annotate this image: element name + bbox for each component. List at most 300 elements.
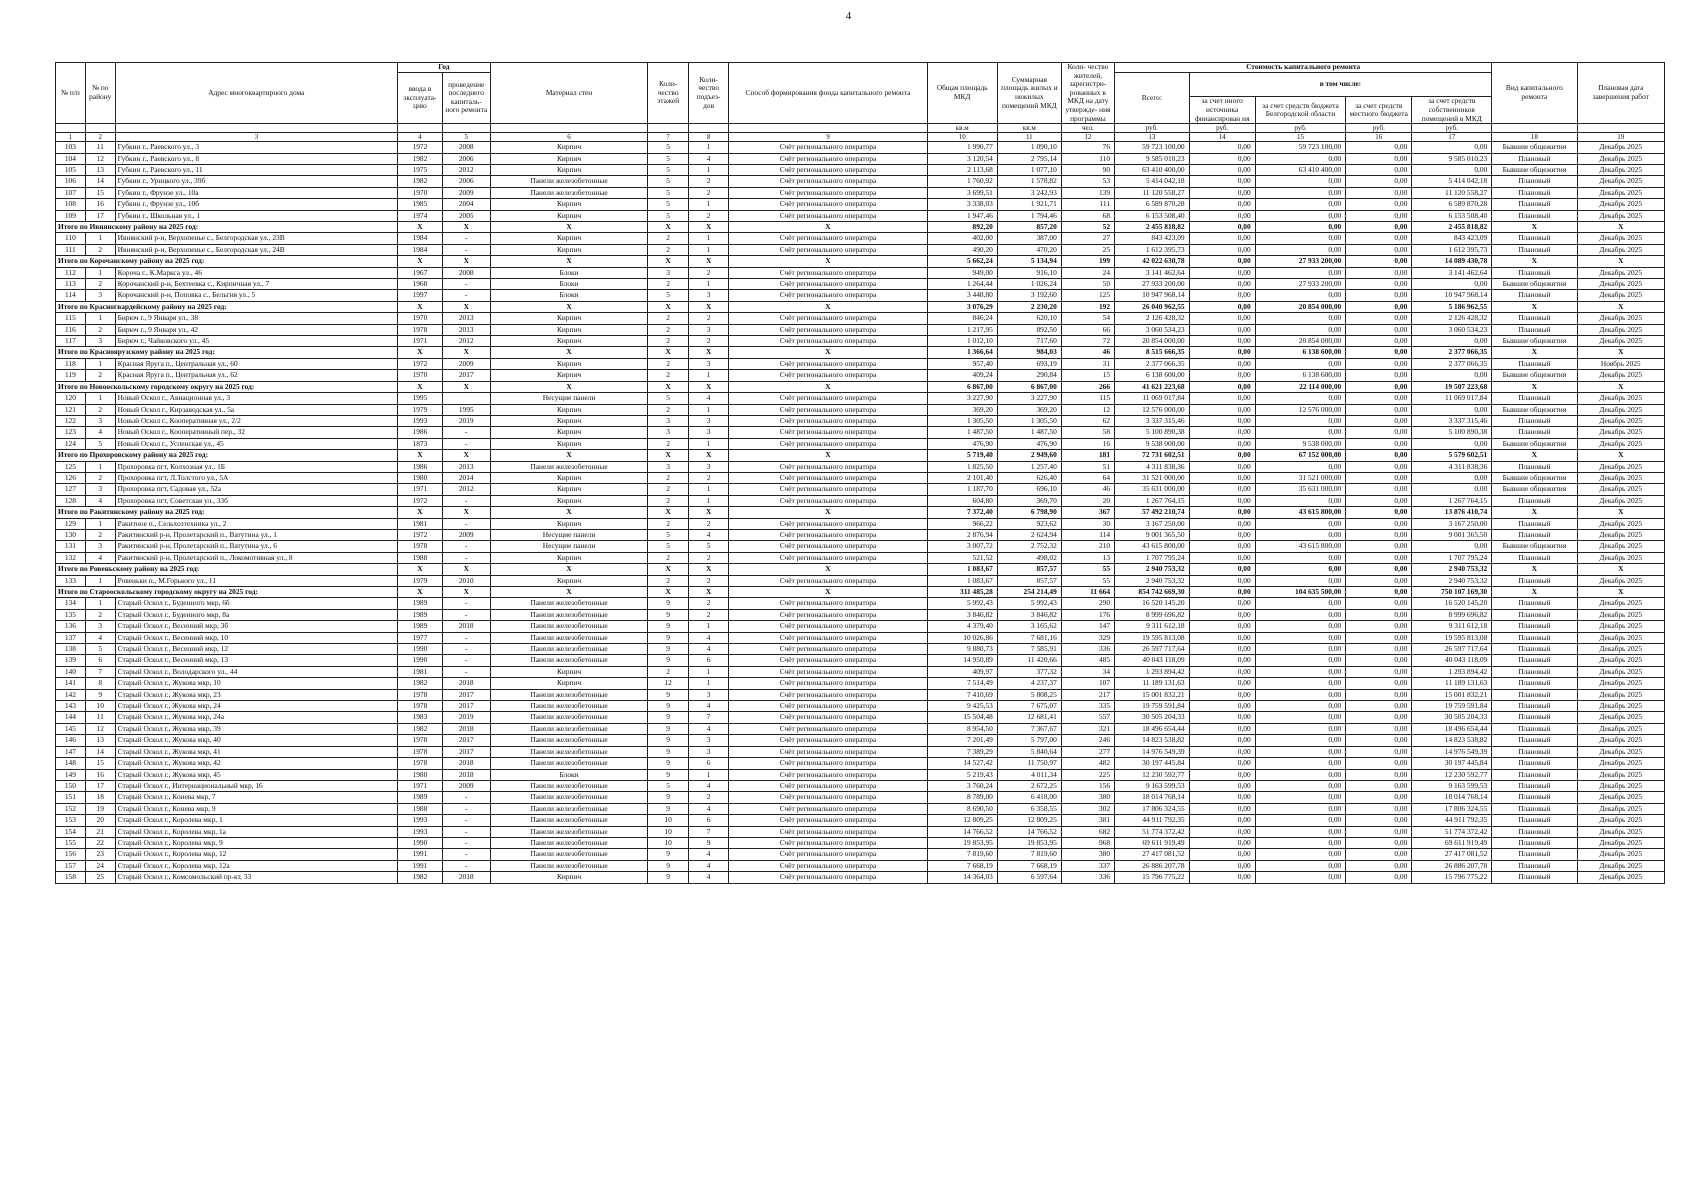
- table-cell: 1: [688, 404, 728, 415]
- table-cell: 4: [688, 529, 728, 540]
- table-cell: 0,00: [1189, 336, 1255, 347]
- table-row: [56, 290, 1665, 301]
- table-cell: 369,70: [997, 495, 1061, 506]
- table-cell: 9: [648, 735, 688, 746]
- table-cell: Панели железобетонные: [490, 815, 648, 826]
- table-cell: Декабрь 2025: [1577, 769, 1665, 780]
- table-cell: Панели железобетонные: [490, 803, 648, 814]
- table-cell: 11 420,66: [997, 655, 1061, 666]
- table-cell: 17: [85, 780, 115, 791]
- table-cell: Декабрь 2025: [1577, 313, 1665, 324]
- table-cell: 9 538 000,00: [1255, 438, 1346, 449]
- table-cell: 3: [85, 541, 115, 552]
- table-cell: 1970: [398, 370, 443, 381]
- total-cell: 0,00: [1346, 507, 1412, 518]
- table-cell: 30: [1061, 518, 1114, 529]
- table-cell: Бывшие общежития: [1492, 336, 1577, 347]
- table-cell: 35 631 000,00: [1115, 484, 1190, 495]
- table-cell: Плановый: [1492, 826, 1577, 837]
- table-cell: 0,00: [1189, 541, 1255, 552]
- table-cell: 0,00: [1189, 552, 1255, 563]
- address-cell: Старый Оскол г., Интернациональный мкр, 16: [115, 780, 397, 791]
- table-cell: 2013: [442, 461, 490, 472]
- table-cell: 1979: [398, 575, 443, 586]
- table-cell: 1984: [398, 244, 443, 255]
- table-cell: 246: [1061, 735, 1114, 746]
- table-cell: Плановый: [1492, 267, 1577, 278]
- table-cell: 9 311 612,18: [1115, 621, 1190, 632]
- table-cell: 3 192,60: [997, 290, 1061, 301]
- table-cell: 3 227,90: [927, 393, 997, 404]
- table-cell: Счёт регионального оператора: [729, 187, 927, 198]
- table-cell: 4: [688, 153, 728, 164]
- table-cell: 0,00: [1255, 575, 1346, 586]
- table-cell: 2009: [442, 358, 490, 369]
- total-cell: X: [398, 381, 443, 392]
- table-cell: 139: [1061, 187, 1114, 198]
- total-cell: X: [729, 381, 927, 392]
- table-cell: 2: [85, 529, 115, 540]
- table-cell: 119: [56, 370, 86, 381]
- table-row: [56, 324, 1665, 335]
- table-cell: 0,00: [1255, 324, 1346, 335]
- unit-cell: руб.: [1255, 124, 1346, 133]
- table-row: [56, 575, 1665, 586]
- table-cell: Панели железобетонные: [490, 723, 648, 734]
- address-cell: Старый Оскол г., Жукова мкр, 23: [115, 689, 397, 700]
- table-cell: 2013: [442, 324, 490, 335]
- table-cell: 2: [688, 176, 728, 187]
- table-cell: 31: [1061, 358, 1114, 369]
- total-cell: X: [648, 587, 688, 598]
- table-cell: 0,00: [1346, 678, 1412, 689]
- table-cell: 1 794,46: [997, 210, 1061, 221]
- table-cell: 5: [85, 644, 115, 655]
- table-cell: 0,00: [1346, 267, 1412, 278]
- table-cell: 10: [85, 701, 115, 712]
- table-row: [56, 210, 1665, 221]
- table-cell: 1978: [398, 735, 443, 746]
- table-cell: 470,20: [997, 244, 1061, 255]
- table-cell: 1968: [398, 279, 443, 290]
- table-cell: Панели железобетонные: [490, 849, 648, 860]
- address-cell: Бирюч г., Чайковского ул., 45: [115, 336, 397, 347]
- total-cell: 6 867,00: [927, 381, 997, 392]
- unit-cell: руб.: [1189, 124, 1255, 133]
- table-cell: -: [442, 860, 490, 871]
- table-cell: 3: [688, 746, 728, 757]
- table-cell: 4: [688, 803, 728, 814]
- table-cell: Счёт регионального оператора: [729, 609, 927, 620]
- table-cell: 0,00: [1189, 644, 1255, 655]
- table-cell: 0,00: [1189, 210, 1255, 221]
- table-cell: 20: [85, 815, 115, 826]
- table-cell: Декабрь 2025: [1577, 655, 1665, 666]
- table-cell: 21: [85, 826, 115, 837]
- table-row: [56, 164, 1665, 175]
- table-cell: 7 668,19: [997, 860, 1061, 871]
- table-cell: 1978: [398, 689, 443, 700]
- table-cell: -: [442, 792, 490, 803]
- table-cell: 4 311 838,36: [1115, 461, 1190, 472]
- table-cell: 0,00: [1255, 313, 1346, 324]
- table-cell: 1: [688, 164, 728, 175]
- table-cell: 35 631 000,00: [1255, 484, 1346, 495]
- header-cost-group: Стоимость капитального ремонта: [1115, 63, 1492, 73]
- table-cell: 1980: [398, 769, 443, 780]
- total-cell: X: [398, 301, 443, 312]
- table-cell: 1989: [398, 598, 443, 609]
- table-cell: 3 165,62: [997, 621, 1061, 632]
- table-row: [56, 815, 1665, 826]
- table-cell: Счёт регионального оператора: [729, 313, 927, 324]
- table-cell: 44 911 792,35: [1412, 815, 1492, 826]
- table-cell: Декабрь 2025: [1577, 472, 1665, 483]
- table-cell: 409,24: [927, 370, 997, 381]
- table-cell: 0,00: [1255, 552, 1346, 563]
- table-cell: 149: [56, 769, 86, 780]
- table-cell: 1 825,50: [927, 461, 997, 472]
- total-cell: 41 621 223,68: [1115, 381, 1190, 392]
- address-cell: Старый Оскол г., Королева мкр, 12: [115, 849, 397, 860]
- table-cell: Панели железобетонные: [490, 187, 648, 198]
- table-cell: 2: [85, 244, 115, 255]
- table-cell: Плановый: [1492, 689, 1577, 700]
- table-cell: 1982: [398, 678, 443, 689]
- table-cell: Декабрь 2025: [1577, 723, 1665, 734]
- total-cell: 2 455 818,82: [1115, 222, 1190, 233]
- table-cell: 5: [648, 164, 688, 175]
- table-cell: 336: [1061, 872, 1114, 883]
- table-cell: Плановый: [1492, 427, 1577, 438]
- total-cell: X: [729, 256, 927, 267]
- table-cell: 0,00: [1255, 598, 1346, 609]
- header-entrances: Коли- чество подъез- дов: [688, 63, 728, 124]
- table-cell: 0,00: [1346, 780, 1412, 791]
- table-cell: Плановый: [1492, 609, 1577, 620]
- table-cell: 1 267 764,15: [1412, 495, 1492, 506]
- table-cell: Панели железобетонные: [490, 655, 648, 666]
- district-total-row: [56, 564, 1665, 575]
- table-cell: Кирпич: [490, 495, 648, 506]
- column-number: 12: [1061, 133, 1114, 142]
- table-cell: 1970: [398, 313, 443, 324]
- table-cell: 5: [648, 210, 688, 221]
- table-cell: 155: [56, 837, 86, 848]
- table-cell: 12: [85, 723, 115, 734]
- table-cell: Кирпич: [490, 142, 648, 153]
- table-cell: 0,00: [1346, 621, 1412, 632]
- table-cell: 9: [648, 792, 688, 803]
- table-cell: 2: [648, 438, 688, 449]
- table-cell: Кирпич: [490, 164, 648, 175]
- table-cell: 0,00: [1189, 279, 1255, 290]
- table-cell: 1 293 894,42: [1412, 666, 1492, 677]
- address-cell: Старый Оскол г., Конева мкр, 7: [115, 792, 397, 803]
- table-cell: Счёт регионального оператора: [729, 666, 927, 677]
- table-cell: 2: [688, 313, 728, 324]
- table-cell: 0,00: [1189, 187, 1255, 198]
- table-cell: 916,10: [997, 267, 1061, 278]
- table-cell: 3: [85, 621, 115, 632]
- district-total-row: [56, 301, 1665, 312]
- capital-repair-table: [55, 62, 1665, 884]
- table-cell: 4: [688, 860, 728, 871]
- table-cell: 0,00: [1346, 336, 1412, 347]
- total-cell: 6 798,90: [997, 507, 1061, 518]
- table-cell: 9 163 599,53: [1412, 780, 1492, 791]
- table-cell: 2 876,94: [927, 529, 997, 540]
- table-cell: 4: [688, 701, 728, 712]
- table-cell: 6 589 870,28: [1412, 199, 1492, 210]
- address-cell: Старый Оскол г., Весенний мкр, 13: [115, 655, 397, 666]
- table-cell: 151: [56, 792, 86, 803]
- table-cell: 12 576 000,00: [1115, 404, 1190, 415]
- table-row: [56, 358, 1665, 369]
- column-number: 11: [997, 133, 1061, 142]
- table-cell: 18 014 768,14: [1412, 792, 1492, 803]
- table-cell: Декабрь 2025: [1577, 803, 1665, 814]
- table-cell: 1971: [398, 780, 443, 791]
- table-cell: Несущие панели: [490, 541, 648, 552]
- table-cell: 1 217,95: [927, 324, 997, 335]
- table-cell: 5: [648, 393, 688, 404]
- table-cell: 1 487,50: [927, 427, 997, 438]
- table-cell: 0,00: [1189, 803, 1255, 814]
- table-cell: 3 448,80: [927, 290, 997, 301]
- table-cell: 2019: [442, 415, 490, 426]
- table-cell: 0,00: [1189, 575, 1255, 586]
- table-cell: Панели железобетонные: [490, 860, 648, 871]
- total-cell: 2 940 753,32: [1412, 564, 1492, 575]
- district-total-label: Итого по Ивнянскому району на 2025 год:: [56, 222, 398, 233]
- district-total-label: Итого по Новооскольскому городскому округу на 2025 год:: [56, 381, 398, 392]
- total-cell: 3 076,29: [927, 301, 997, 312]
- table-cell: 12 576 000,00: [1255, 404, 1346, 415]
- table-cell: 176: [1061, 609, 1114, 620]
- table-cell: 127: [56, 484, 86, 495]
- table-cell: Панели железобетонные: [490, 780, 648, 791]
- unit-cell: [688, 124, 728, 133]
- table-row: [56, 803, 1665, 814]
- table-cell: 0,00: [1255, 518, 1346, 529]
- table-cell: 1978: [398, 541, 443, 552]
- table-cell: Кирпич: [490, 472, 648, 483]
- table-cell: 8: [85, 678, 115, 689]
- table-cell: 13: [1061, 552, 1114, 563]
- table-cell: 0,00: [1189, 153, 1255, 164]
- table-cell: 2: [688, 598, 728, 609]
- table-row: [56, 655, 1665, 666]
- table-cell: 12 681,41: [997, 712, 1061, 723]
- table-cell: 2 126 428,32: [1115, 313, 1190, 324]
- table-cell: 143: [56, 701, 86, 712]
- table-row: [56, 712, 1665, 723]
- table-cell: Плановый: [1492, 244, 1577, 255]
- table-cell: Декабрь 2025: [1577, 187, 1665, 198]
- table-cell: 1971: [398, 336, 443, 347]
- total-cell: X: [1492, 381, 1577, 392]
- table-cell: 2004: [442, 199, 490, 210]
- total-cell: X: [1492, 347, 1577, 358]
- table-cell: Плановый: [1492, 393, 1577, 404]
- table-cell: -: [442, 609, 490, 620]
- column-numbers-row: [56, 133, 1665, 142]
- table-cell: 409,97: [927, 666, 997, 677]
- table-row: [56, 735, 1665, 746]
- table-row: [56, 769, 1665, 780]
- table-cell: 5: [648, 780, 688, 791]
- table-cell: 0,00: [1255, 393, 1346, 404]
- table-cell: 138: [56, 644, 86, 655]
- total-cell: 0,00: [1255, 564, 1346, 575]
- table-cell: 6 153 508,40: [1412, 210, 1492, 221]
- table-cell: 387,00: [997, 233, 1061, 244]
- table-cell: Плановый: [1492, 746, 1577, 757]
- table-cell: 7 681,16: [997, 632, 1061, 643]
- table-cell: 1990: [398, 655, 443, 666]
- table-cell: 0,00: [1189, 472, 1255, 483]
- table-cell: 6 358,55: [997, 803, 1061, 814]
- total-cell: X: [1492, 301, 1577, 312]
- table-cell: Счёт регионального оператора: [729, 689, 927, 700]
- unit-cell: руб.: [1115, 124, 1190, 133]
- table-cell: 1970: [398, 187, 443, 198]
- table-cell: Декабрь 2025: [1577, 404, 1665, 415]
- table-cell: 115: [56, 313, 86, 324]
- total-cell: X: [729, 301, 927, 312]
- header-total-area: Общая площадь МКД: [927, 63, 997, 124]
- table-cell: Панели железобетонные: [490, 701, 648, 712]
- table-cell: Панели железобетонные: [490, 735, 648, 746]
- table-cell: Кирпич: [490, 415, 648, 426]
- table-cell: 1: [688, 769, 728, 780]
- table-cell: Декабрь 2025: [1577, 632, 1665, 643]
- table-cell: 7 389,29: [927, 746, 997, 757]
- table-cell: 3 846,82: [927, 609, 997, 620]
- total-cell: X: [1577, 222, 1665, 233]
- total-cell: 199: [1061, 256, 1114, 267]
- table-row: [56, 279, 1665, 290]
- table-cell: 5 992,43: [997, 598, 1061, 609]
- column-number: 1: [56, 133, 86, 142]
- table-cell: 3 060 534,23: [1115, 324, 1190, 335]
- table-cell: 1978: [398, 701, 443, 712]
- table-cell: Счёт регионального оператора: [729, 632, 927, 643]
- table-cell: 0,00: [1189, 518, 1255, 529]
- table-cell: 2: [85, 324, 115, 335]
- table-cell: 14 823 538,82: [1412, 735, 1492, 746]
- table-cell: 3: [688, 689, 728, 700]
- table-cell: 0,00: [1255, 233, 1346, 244]
- table-cell: 2 126 428,32: [1412, 313, 1492, 324]
- table-cell: Декабрь 2025: [1577, 780, 1665, 791]
- table-cell: 0,00: [1255, 621, 1346, 632]
- table-cell: 5: [85, 438, 115, 449]
- table-cell: 69 611 919,49: [1115, 837, 1190, 848]
- table-cell: 5: [648, 541, 688, 552]
- table-cell: 4: [85, 632, 115, 643]
- header-year-last-repair: проведение последнего капиталь- ного ремонта: [442, 72, 490, 124]
- address-cell: Губкин г., Школьная ул., 1: [115, 210, 397, 221]
- table-cell: Декабрь 2025: [1577, 575, 1665, 586]
- table-cell: 27 417 081,52: [1115, 849, 1190, 860]
- table-cell: 5: [648, 290, 688, 301]
- table-cell: 2: [648, 552, 688, 563]
- table-cell: 54: [1061, 313, 1114, 324]
- table-cell: Декабрь 2025: [1577, 210, 1665, 221]
- table-cell: 111: [56, 244, 86, 255]
- table-cell: 1 487,50: [997, 427, 1061, 438]
- total-cell: 5 134,94: [997, 256, 1061, 267]
- total-cell: X: [1577, 587, 1665, 598]
- table-row: [56, 758, 1665, 769]
- address-cell: Бирюч г., 9 Января ул., 38: [115, 313, 397, 324]
- table-cell: 0,00: [1255, 632, 1346, 643]
- table-cell: Плановый: [1492, 176, 1577, 187]
- table-cell: 2 940 753,32: [1412, 575, 1492, 586]
- table-cell: 2 752,32: [997, 541, 1061, 552]
- table-cell: Счёт регионального оператора: [729, 758, 927, 769]
- address-cell: Ракитянский р-н, Пролетарский п., Ватутина ул., 6: [115, 541, 397, 552]
- total-cell: 266: [1061, 381, 1114, 392]
- total-cell: X: [398, 450, 443, 461]
- address-cell: Новый Оскол г., Кирзаводская ул., 5а: [115, 404, 397, 415]
- unit-cell: [1492, 124, 1577, 133]
- table-cell: 0,00: [1189, 484, 1255, 495]
- table-cell: 153: [56, 815, 86, 826]
- table-cell: 64: [1061, 472, 1114, 483]
- table-cell: Счёт регионального оператора: [729, 872, 927, 883]
- table-row: [56, 199, 1665, 210]
- table-cell: 0,00: [1412, 404, 1492, 415]
- table-cell: 2008: [442, 267, 490, 278]
- table-cell: Плановый: [1492, 233, 1577, 244]
- table-cell: Плановый: [1492, 780, 1577, 791]
- table-cell: -: [442, 279, 490, 290]
- table-cell: 26 597 717,64: [1412, 644, 1492, 655]
- table-cell: Счёт регионального оператора: [729, 644, 927, 655]
- table-cell: 2 795,14: [997, 153, 1061, 164]
- table-cell: 2018: [442, 678, 490, 689]
- table-cell: Счёт регионального оператора: [729, 518, 927, 529]
- table-cell: 12: [1061, 404, 1114, 415]
- table-cell: 16: [1061, 438, 1114, 449]
- table-cell: Плановый: [1492, 210, 1577, 221]
- table-cell: 557: [1061, 712, 1114, 723]
- table-cell: 1986: [398, 461, 443, 472]
- district-total-label: Итого по Красногвардейскому району на 2025 год:: [56, 301, 398, 312]
- table-cell: Бывшие общежития: [1492, 142, 1577, 153]
- table-cell: 20 854 000,00: [1255, 336, 1346, 347]
- table-cell: Плановый: [1492, 666, 1577, 677]
- table-cell: 12: [648, 678, 688, 689]
- table-cell: 2: [648, 279, 688, 290]
- table-cell: 139: [56, 655, 86, 666]
- total-cell: X: [490, 564, 648, 575]
- table-cell: 4: [688, 872, 728, 883]
- column-number: 15: [1255, 133, 1346, 142]
- table-cell: 966,22: [927, 518, 997, 529]
- table-row: [56, 552, 1665, 563]
- table-cell: Плановый: [1492, 461, 1577, 472]
- table-cell: Декабрь 2025: [1577, 427, 1665, 438]
- table-cell: 135: [56, 609, 86, 620]
- address-cell: Старый Оскол г., Буденного мкр, 6б: [115, 598, 397, 609]
- address-cell: Губкин г., Фрунзе ул., 10б: [115, 199, 397, 210]
- address-cell: Губкин г., Урицкого ул., 39б: [115, 176, 397, 187]
- table-cell: 2012: [442, 484, 490, 495]
